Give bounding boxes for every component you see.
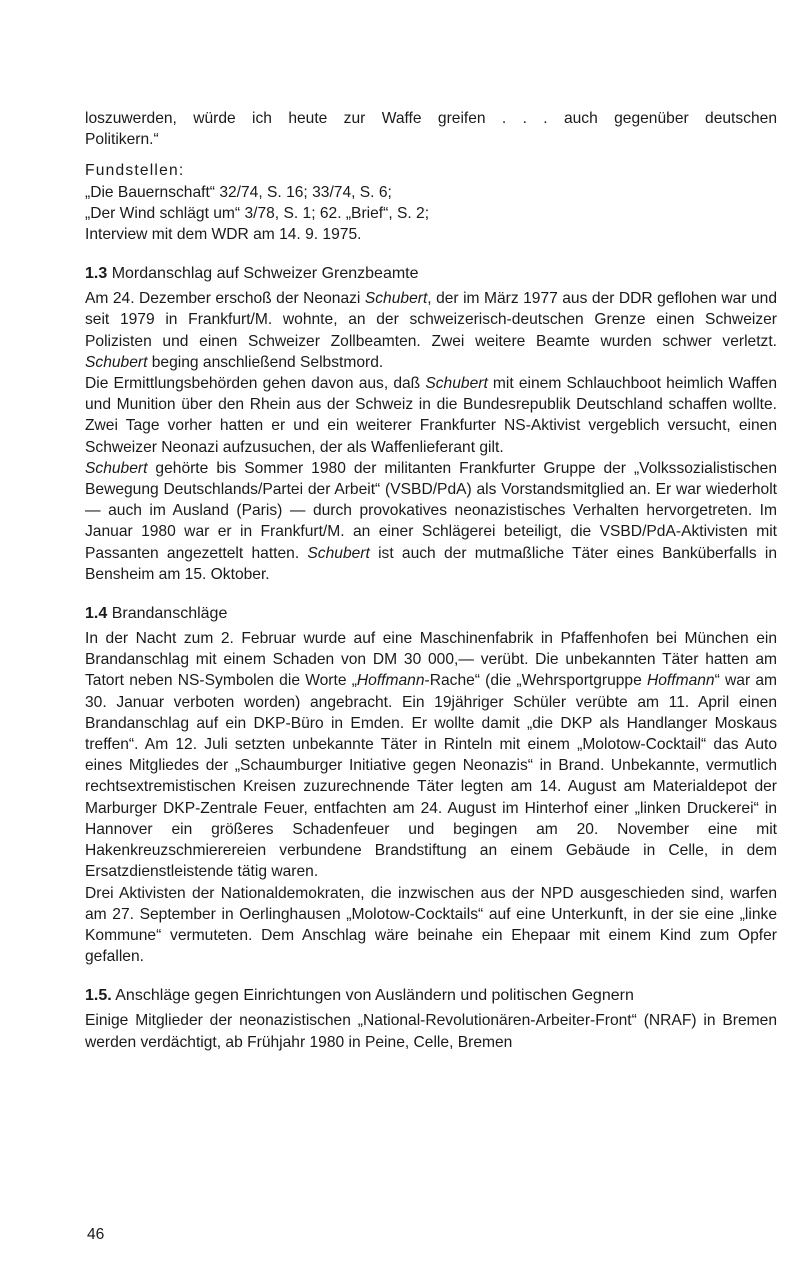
page-number: 46 [87, 1226, 105, 1243]
page-content [85, 108, 777, 1053]
source-line: Interview mit dem WDR am 14. 9. 1975. [85, 226, 362, 244]
paragraph: In der Nacht zum 2. Februar wurde auf eine Maschinenfabrik in Pfaffenhofen bei München ein Brandanschlag mit einem Schaden von DM 30 000,— verübt. Die unbekannten Täter hatten am Tatort neben NS-Symbolen die Worte „Hoffmann-Rache“ (die „Wehrsportgruppe Hoffmann“ war am 30. Januar verboten worden) angebracht. Ein 19jähriger Schüler verübte am 11. April einen Brandanschlag auf ein DKP-Büro in Emden. Er wollte damit „die DKP als Handlanger Moskaus treffen“. Am 12. Juli setzten unbekannte Täter in Rinteln mit einem „Molotow-Cocktail“ das Auto eines Mitgliedes der „Schaumburger Initiative gegen Neonazis“ in Brand. Unbekannte, vermutlich rechtsextremistischen Kreisen zuzurechnende Täter legten am 14. August am Materialdepot der Marburger DKP-Zentrale Feuer, entfachten am 24. August im Hinterhof einer „linken Druckerei“ in Hannover ein größeres Schadenfeuer und begingen am 20. November eine mit Hakenkreuzschmierereien verbundene Brandstiftung an einem Gebäude in Celle, in dem Ersatzdienstleistende tätig waren. [85, 630, 778, 881]
paragraph: Die Ermittlungsbehörden gehen davon aus, daß Schubert mit einem Schlauchboot heimlich Waffen und Munition über den Rhein aus der Schweiz in die Bundesrepublik Deutschland schaffen wollte. Zwei Tage vorher hatten er und ein weiterer Frankfurter NS-Aktivist vergeblich versucht, einen Schweizer Neonazi aufzusuchen, der als Waffenlieferant gilt. [85, 375, 777, 456]
section-title: Anschläge gegen Einrichtungen von Ausländern und politischen Gegnern [111, 987, 634, 1005]
paragraph: Einige Mitglieder der neonazistischen „National-Revolutionären-Arbeiter-Front“ (NRAF) in Bremen werden verdächtigt, ab Frühjahr 1980 in Peine, Celle, Bremen [85, 1012, 777, 1051]
section-heading-1-5 [85, 985, 777, 1007]
section-heading-1-4 [85, 603, 777, 625]
section-title: Mordanschlag auf Schweizer Grenzbeamte [107, 265, 419, 283]
quote-line: loszuwerden, würde ich heute zur Waffe greifen . . . auch gegenüber deutschen [85, 110, 777, 127]
section-title: Brandanschläge [107, 605, 228, 623]
section-number: 1.3 [85, 265, 108, 283]
source-line: „Der Wind schlägt um“ 3/78, S. 1; 62. „Brief“, S. 2; [85, 204, 430, 222]
person-name: Schubert [307, 544, 370, 562]
person-name: Hoffmann [356, 672, 425, 690]
quote-ending [85, 108, 777, 150]
section-number: 1.4 [85, 605, 108, 623]
source-line: „Die Bauernschaft“ 32/74, S. 16; 33/74, S. 6; [85, 183, 392, 201]
sources-block [85, 160, 777, 245]
section-number: 1.5. [85, 987, 112, 1005]
quote-line: Politikern.“ [85, 131, 159, 149]
paragraph: Drei Aktivisten der Nationaldemokraten, die inzwischen aus der NPD ausgeschieden sind, warfen am 27. September in Oerlinghausen „Molotow-Cocktails“ auf eine Unterkunft, in der sie eine „linke Kommune“ vermuteten. Dem Anschlag wäre beinahe ein Ehepaar mit einem Kind zum Opfer gefallen. [85, 884, 777, 966]
person-name: Hoffmann [647, 672, 715, 690]
section-heading-1-3 [85, 263, 777, 285]
person-name: Schubert [85, 353, 148, 371]
sources-label: Fundstellen: [85, 162, 185, 180]
person-name: Schubert [425, 375, 488, 393]
person-name: Schubert [364, 290, 428, 308]
person-name: Schubert [85, 459, 148, 477]
paragraph: Am 24. Dezember erschoß der Neonazi Schubert, der im März 1977 aus der DDR geflohen war und seit 1979 in Frankfurt/M. wohnte, an der schweizerisch-deutschen Grenze einen Schweizer Polizisten und einen Schweizer Zollbeamten. Zwei weitere Beamte wurden schwer verletzt. Schubert beging anschließend Selbstmord. [85, 290, 778, 371]
paragraph: Schubert gehörte bis Sommer 1980 der militanten Frankfurter Gruppe der „Volkssozialistischen Bewegung Deutschlands/Partei der Arbeit“ (VSBD/PdA) als Vorstandsmitglied an. Er war wiederholt — auch im Ausland (Paris) — durch provokatives neonazistisches Verhalten hervorgetreten. Im Januar 1980 war er in Frankfurt/M. an einer Schlägerei beteiligt, die VSBD/PdA-Aktivisten mit Passanten angezettelt hatten. Schubert ist auch der mutmaßliche Täter eines Banküberfalls in Bensheim am 15. Oktober. [85, 459, 777, 583]
